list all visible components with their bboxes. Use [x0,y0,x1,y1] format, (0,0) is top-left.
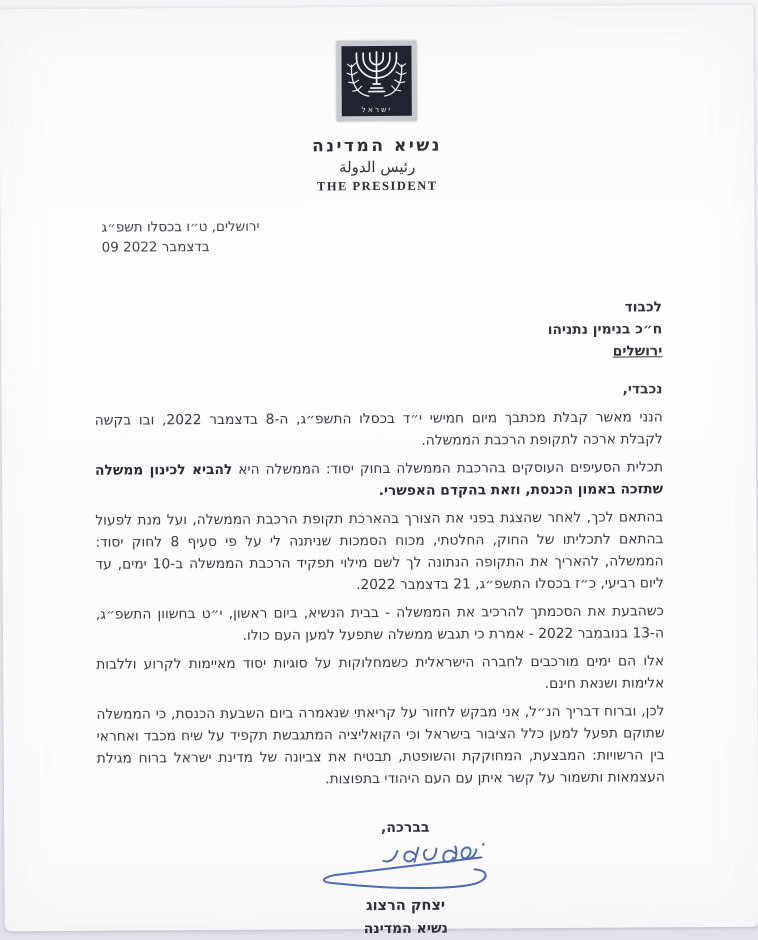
paragraph-2-bold: להביא לכינון ממשלה שתזכה באמון הכנסת, וזאת בהקדם האפשרי. [94,461,664,500]
signature-handwriting-icon [305,837,505,898]
signatory-title: נשיא המדינה [363,920,448,938]
paragraph-2-regular: תכלית הסעיפים העוסקים בהרכבת הממשלה בחוק יסוד: הממשלה היא [232,459,664,478]
signature-block [280,819,531,938]
paragraph-6: לכן, וברוח דבריך הנ״ל, אני מבקש לחזור על קריאתי שנאמרה ביום השבעת הכנסת, כי הממשלה שתוקם תפעל למען כלל הציבור בישראל וכי הקואליציה המתגבשת תקפיד על שיח מכבד ואחראי בין הרשויות: המבצעת, המחוקקת והשופטת, תבטיח את צביונה של מדינת ישראל ברוח מגילת העצמאות ותשמור על קשר איתן עם העם היהודי בתפוצות. [96,703,665,788]
salutation: נכבדי, [622,381,663,398]
dateline [0,214,754,259]
addressee-name: ח״כ בנימין נתניהו [547,321,663,338]
paragraph-5: אלו הם ימים מורכבים לחברה הישראלית כשמחלוקות על סוגיות יסוד מאיימות לקרוע וללבות אלימות ושנאת חינם. [96,653,665,692]
dateline-hebrew-date: ירושלים, ט״ו בכסלו תשפ״ג [101,218,260,236]
letterhead-title-english: THE PRESIDENT [316,178,438,194]
menorah-icon [344,48,408,106]
signatory-name: יצחק הרצוג [366,897,446,915]
dateline-gregorian-date: 09 בדצמבר 2022 [101,239,210,256]
closing-salutation: בברכה, [380,819,430,836]
letterhead-title-arabic: رئيس الدولة [338,157,416,177]
israel-state-emblem [336,41,416,121]
emblem-label: ישראל [361,104,393,114]
letterhead [0,5,754,197]
paragraph-1: הנני מאשר קבלת מכתבך מיום חמישי י״ד בכסלו התשפ״ג, ה-8 בדצמבר 2022, ובו בקשה לקבלת ארכה לתקופת הרכבת הממשלה. [94,409,663,449]
letterhead-title-hebrew: נשיא המדינה [312,135,442,157]
paragraph-2 [95,456,663,503]
addressee-honorific: לכבוד [624,299,663,316]
addressee-city: ירושלים [612,343,663,360]
paragraph-4: כשהבעת את הסכמתך להרכיב את הממשלה - בבית הנשיא, ביום ראשון, י״ט בחשוון התשפ״ג, ה-13 בנובמבר 2022 - אמרת כי תגבש ממשלה שתפעל למען העם כולו. [95,603,665,644]
paragraph-3: בהתאם לכך, לאחר שהצגת בפני את הצורך בהארכת תקופת הרכבת הממשלה, ועל מנת לפעול בהתאם לתכליתו של החוק, החלטתי, מכוח הסמכות שניתנה לי על פי סעיף 8 לחוק יסוד: הממשלה, להאריך את התקופה הנתונה לך לשם מילוי תפקיד הרכבת הממשלה ב-10 ימים, עד ליום רביעי, כ״ז בכסלו התשפ״ג, 21 בדצמבר 2022. [95,509,664,594]
addressee-block [1,296,755,367]
letter-body [94,378,664,791]
letter-page [0,5,758,938]
emblem-plate [341,46,411,116]
